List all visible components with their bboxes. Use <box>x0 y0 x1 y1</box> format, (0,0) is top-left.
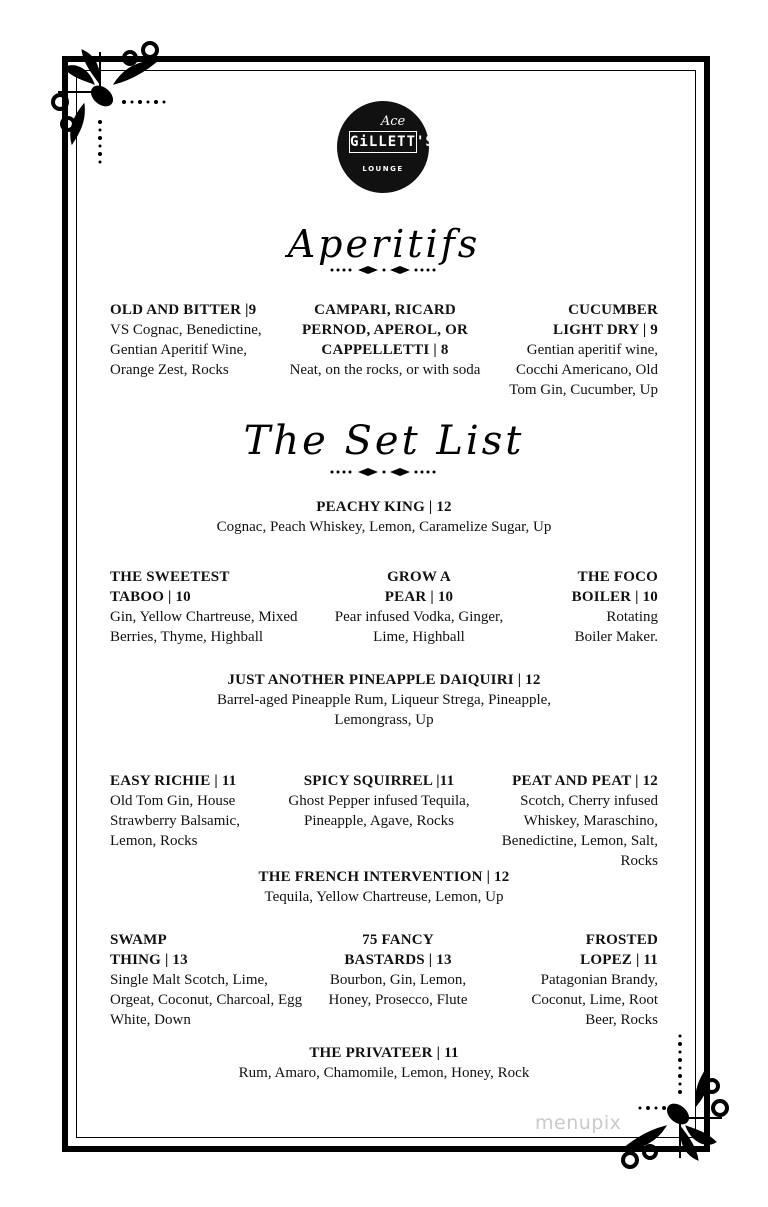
section-title-set-list: The Set List <box>243 418 525 464</box>
menu-item-peat-and-peat <box>486 771 658 871</box>
item-description: Tequila, Yellow Chartreuse, Lemon, Up <box>264 889 504 905</box>
item-description: Neat, on the rocks, or with soda <box>289 362 481 378</box>
item-description: Patagonian Brandy, Coconut, Lime, Root Beer, Rocks <box>531 972 658 1028</box>
item-title: GROW A PEAR | 10 <box>384 569 454 605</box>
item-title: 75 FANCY BASTARDS | 13 <box>344 932 452 968</box>
item-description: Ghost Pepper infused Tequila, Pineapple, Agave, Rocks <box>288 793 470 829</box>
menu-item-grow-a-pear <box>333 567 505 647</box>
menu-item-cucumber-light-dry <box>500 300 658 400</box>
lounge-logo <box>337 101 435 193</box>
menu-item-french-intervention <box>110 867 658 907</box>
item-title: CAMPARI, RICARD PERNOD, APEROL, OR CAPPELLETTI | 8 <box>301 302 469 358</box>
item-title: SPICY SQUIRREL |11 <box>303 773 455 789</box>
divider-ornament-icon <box>328 465 440 479</box>
menu-item-easy-richie <box>110 771 270 851</box>
menu-item-peachy-king <box>110 497 658 537</box>
menu-item-75-fancy-bastards <box>310 930 486 1010</box>
item-description: Bourbon, Gin, Lemon, Honey, Prosecco, Flute <box>328 972 468 1008</box>
section-title-aperitifs: Aperitifs <box>287 222 481 266</box>
item-title: OLD AND BITTER |9 <box>110 302 257 318</box>
item-description: Barrel-aged Pineapple Rum, Liqueur Strega, Pineapple, Lemongrass, Up <box>216 692 552 728</box>
item-description: VS Cognac, Benedictine, Gentian Aperitif Wine, Orange Zest, Rocks <box>110 322 262 378</box>
item-title: PEAT AND PEAT | 12 <box>512 773 658 789</box>
logo-name: GiLLETT'S <box>349 131 417 153</box>
item-description: Gentian aperitif wine, Cocchi Americano, Old Tom Gin, Cucumber, Up <box>509 342 658 398</box>
menu-item-spicy-squirrel <box>272 771 486 831</box>
menu-item-privateer <box>110 1043 658 1083</box>
item-description: Old Tom Gin, House Strawberry Balsamic, Lemon, Rocks <box>110 793 240 849</box>
logo-ace: Ace <box>380 114 406 129</box>
menu-item-pineapple-daiquiri <box>110 670 658 730</box>
menu-item-frosted-lopez <box>505 930 658 1030</box>
watermark: menupix <box>535 1112 622 1134</box>
item-description: Single Malt Scotch, Lime, Orgeat, Coconut, Charcoal, Egg White, Down <box>110 972 303 1028</box>
item-title: THE PRIVATEER | 11 <box>309 1045 459 1061</box>
item-title: SWAMP THING | 13 <box>110 932 188 968</box>
item-title: CUCUMBER LIGHT DRY | 9 <box>553 302 658 338</box>
item-title: THE SWEETEST TABOO | 10 <box>110 569 230 605</box>
top-left-ornament-icon <box>44 32 184 172</box>
logo-sub: LOUNGE <box>362 165 404 173</box>
divider-ornament-icon <box>328 263 440 277</box>
item-title: JUST ANOTHER PINEAPPLE DAIQUIRI | 12 <box>227 672 541 688</box>
item-description: Rotating Boiler Maker. <box>574 609 658 645</box>
item-description: Scotch, Cherry infused Whiskey, Maraschino, Benedictine, Lemon, Salt, Rocks <box>501 793 658 869</box>
item-description: Gin, Yellow Chartreuse, Mixed Berries, Thyme, Highball <box>110 609 298 645</box>
item-description: Pear infused Vodka, Ginger, Lime, Highball <box>334 609 504 645</box>
menu-item-sweetest-taboo <box>110 567 325 647</box>
item-description: Cognac, Peach Whiskey, Lemon, Caramelize Sugar, Up <box>216 519 552 535</box>
item-title: FROSTED LOPEZ | 11 <box>580 932 658 968</box>
item-description: Rum, Amaro, Chamomile, Lemon, Honey, Rock <box>238 1065 530 1081</box>
item-title: THE FOCO BOILER | 10 <box>571 569 658 605</box>
menu-item-swamp-thing <box>110 930 305 1030</box>
item-title: PEACHY KING | 12 <box>316 499 452 515</box>
menu-item-old-and-bitter <box>110 300 290 380</box>
item-title: THE FRENCH INTERVENTION | 12 <box>258 869 510 885</box>
menu-item-foco-boiler <box>538 567 658 647</box>
item-title: EASY RICHIE | 11 <box>110 773 237 789</box>
menu-item-campari <box>272 300 498 380</box>
